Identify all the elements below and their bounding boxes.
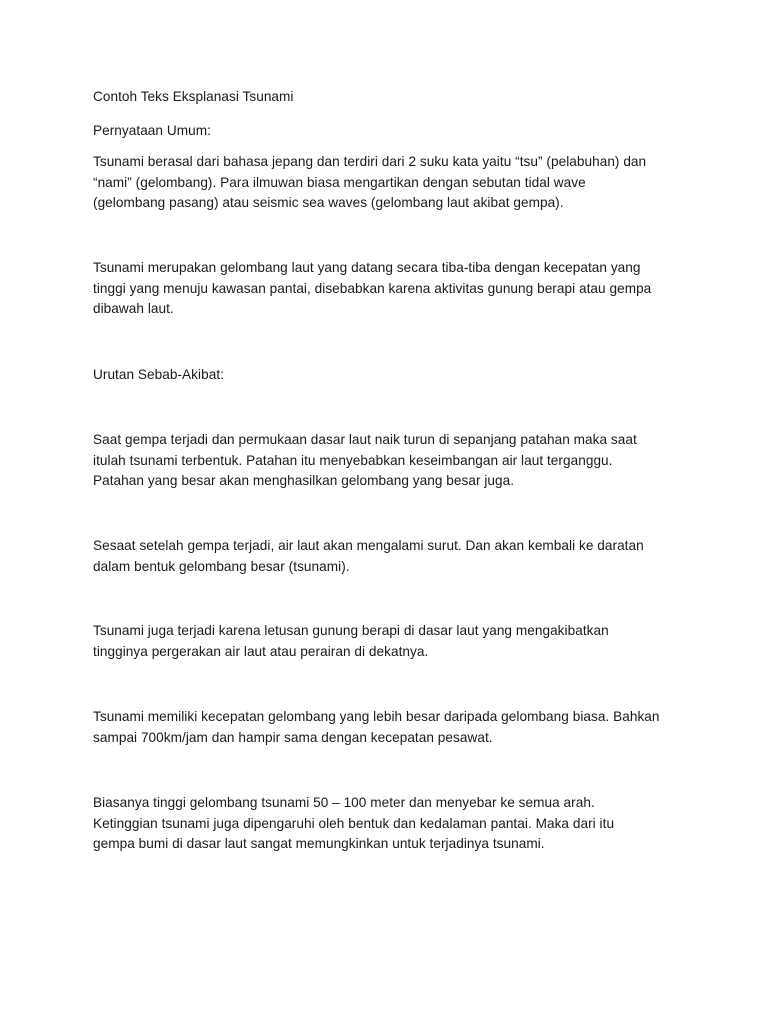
- paragraph-line: dibawah laut.: [93, 301, 174, 316]
- paragraph-4: [93, 536, 683, 577]
- paragraph-line: Ketinggian tsunami juga dipengaruhi oleh bentuk dan kedalaman pantai. Maka dari itu: [93, 815, 615, 831]
- paragraph-5: [93, 621, 683, 662]
- paragraph-line: itulah tsunami terbentuk. Patahan itu menyebabkan keseimbangan air laut terganggu.: [93, 452, 613, 468]
- document-title: [93, 87, 683, 108]
- paragraph-line: Sesaat setelah gempa terjadi, air laut akan mengalami surut. Dan akan kembali ke daratan: [93, 538, 644, 553]
- sequence-heading-text: Urutan Sebab-Akibat:: [93, 367, 224, 382]
- paragraph-6: [93, 707, 683, 748]
- paragraph-line: Patahan yang besar akan menghasilkan gelombang yang besar juga.: [93, 473, 515, 488]
- cause-effect-heading: [93, 365, 683, 386]
- general-statement-heading: [93, 121, 683, 142]
- paragraph-line: “nami” (gelombang). Para ilmuwan biasa mengartikan dengan sebutan tidal wave: [93, 174, 586, 190]
- title-text: Contoh Teks Eksplanasi Tsunami: [93, 89, 294, 104]
- paragraph-line: Tsunami merupakan gelombang laut yang datang secara tiba-tiba dengan kecepatan yang: [93, 260, 641, 275]
- paragraph-3: [93, 430, 683, 492]
- paragraph-line: tingginya pergerakan air laut atau perairan di dekatnya.: [93, 643, 429, 659]
- paragraph-7: [93, 793, 683, 855]
- general-heading-text: Pernyataan Umum:: [93, 123, 211, 138]
- paragraph-line: Saat gempa terjadi dan permukaan dasar laut naik turun di sepanjang patahan maka saat: [93, 432, 637, 447]
- paragraph-1: [93, 152, 683, 214]
- paragraph-line: gempa bumi di dasar laut sangat memungkinkan untuk terjadinya tsunami.: [93, 836, 545, 851]
- paragraph-line: sampai 700km/jam dan hampir sama dengan kecepatan pesawat.: [93, 729, 493, 745]
- paragraph-line: Tsunami memiliki kecepatan gelombang yang lebih besar daripada gelombang biasa. Bahkan: [93, 709, 660, 724]
- paragraph-line: (gelombang pasang) atau seismic sea waves (gelombang laut akibat gempa).: [93, 195, 564, 210]
- paragraph-line: Tsunami berasal dari bahasa jepang dan terdiri dari 2 suku kata yaitu “tsu” (pelabuhan) dan: [93, 154, 647, 169]
- paragraph-2: [93, 258, 683, 320]
- paragraph-line: Tsunami juga terjadi karena letusan gunung berapi di dasar laut yang mengakibatkan: [93, 623, 609, 638]
- paragraph-line: tinggi yang menuju kawasan pantai, disebabkan karena aktivitas gunung berapi atau gempa: [93, 280, 652, 296]
- paragraph-line: Biasanya tinggi gelombang tsunami 50 – 100 meter dan menyebar ke semua arah.: [93, 795, 595, 810]
- paragraph-line: dalam bentuk gelombang besar (tsunami).: [93, 558, 350, 574]
